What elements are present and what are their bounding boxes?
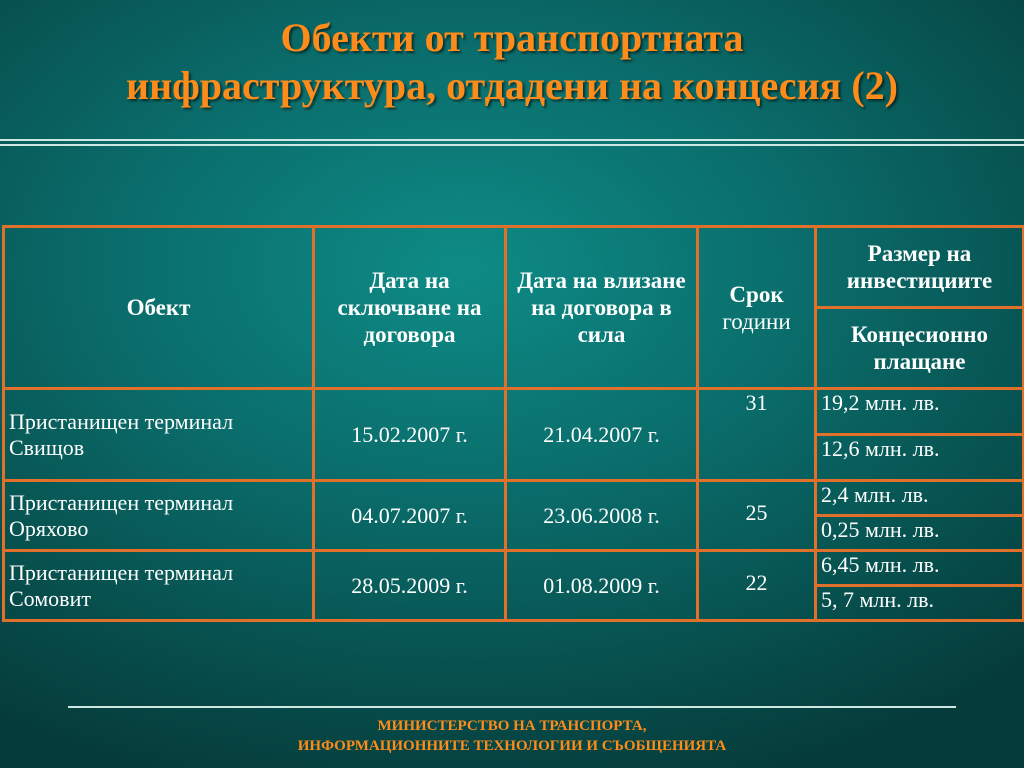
slide-title-line-2: инфраструктура, отдадени на концесия (2): [126, 63, 898, 108]
cell-payment: 5, 7 млн. лв.: [816, 586, 1024, 621]
table-header-row: [4, 227, 1024, 308]
cell-contract-date: 28.05.2009 г.: [314, 551, 506, 621]
cell-effective-date: 01.08.2009 г.: [506, 551, 698, 621]
title-divider: [0, 139, 1024, 146]
cell-object: Пристанищен терминал Сомовит: [4, 551, 314, 621]
cell-term: 22: [698, 551, 816, 621]
cell-investment: 6,45 млн. лв.: [816, 551, 1024, 586]
cell-contract-date: 15.02.2007 г.: [314, 389, 506, 481]
slide-title: [0, 14, 1024, 110]
table-row: [4, 551, 1024, 586]
footer-line-1: МИНИСТЕРСТВО НА ТРАНСПОРТА,: [377, 718, 647, 734]
header-term: [698, 227, 816, 389]
cell-investment: 2,4 млн. лв.: [816, 481, 1024, 516]
concessions-table: [2, 225, 1024, 622]
header-term-unit: години: [722, 308, 791, 334]
header-term-label: Срок: [729, 281, 784, 307]
table-row: [4, 481, 1024, 516]
header-concession-payment: Концесионно плащане: [816, 308, 1024, 389]
cell-term: 31: [698, 389, 816, 481]
cell-payment: 0,25 млн. лв.: [816, 516, 1024, 551]
cell-effective-date: 21.04.2007 г.: [506, 389, 698, 481]
cell-effective-date: 23.06.2008 г.: [506, 481, 698, 551]
cell-investment: 19,2 млн. лв.: [816, 389, 1024, 435]
cell-term: 25: [698, 481, 816, 551]
table-row: [4, 389, 1024, 435]
cell-payment: 12,6 млн. лв.: [816, 435, 1024, 481]
cell-object: Пристанищен терминал Свищов: [4, 389, 314, 481]
header-contract-date: Дата на сключване на договора: [314, 227, 506, 389]
footer: [0, 716, 1024, 756]
slide-title-line-1: Обекти от транспортната: [280, 15, 744, 60]
footer-line-2: ИНФОРМАЦИОННИТЕ ТЕХНОЛОГИИ И СЪОБЩЕНИЯТА: [297, 738, 727, 754]
footer-divider: [68, 706, 956, 708]
header-investments: Размер на инвестициите: [816, 227, 1024, 308]
header-effective-date: Дата на влизане на договора в сила: [506, 227, 698, 389]
cell-contract-date: 04.07.2007 г.: [314, 481, 506, 551]
header-object: Обект: [4, 227, 314, 389]
cell-object: Пристанищен терминал Оряхово: [4, 481, 314, 551]
